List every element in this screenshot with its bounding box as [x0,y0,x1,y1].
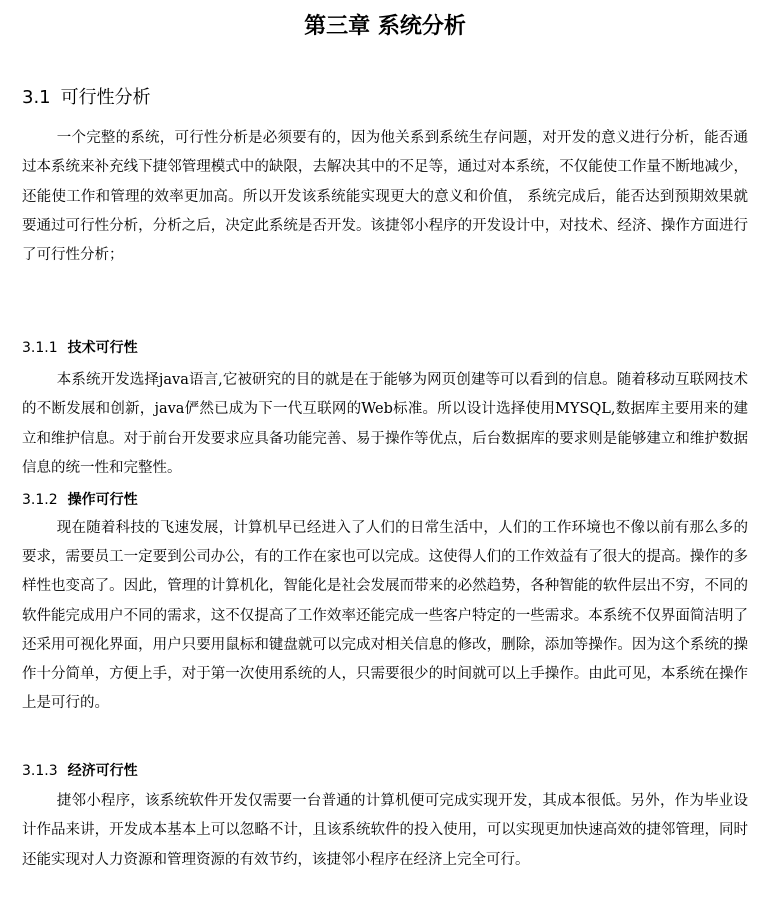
paragraph-technical-feasibility: 本系统开发选择java语言,它被研究的目的就是在于能够为网页创建等可以看到的信息。随着移动互联网技术的不断发展和创新，java俨然已成为下一代互联网的Web标准。所以设计选择使用MYSQL,数据库主要用来的建立和维护信息。对于前台开发要求应具备功能完善、易于操作等优点，后台数据库的要求则是能够建立和维护数据信息的统一性和完整性。 [22,372,748,476]
subsection-number: 3.1.2 [22,492,58,508]
chapter-title: 第三章 系统分析 [304,14,466,39]
section-number: 3.1 [22,87,51,108]
paragraph-economic-feasibility: 捷邻小程序，该系统软件开发仅需要一台普通的计算机便可完成实现开发，其成本很低。另外，作为毕业设计作品来讲，开发成本基本上可以忽略不计，且该系统软件的投入使用，可以实现更加快速高效的捷邻管理，同时还能实现对人力资源和管理资源的有效节约，该捷邻小程序在经济上完全可行。 [22,793,748,868]
subsection-number: 3.1.1 [22,340,58,356]
subsection-title: 操作可行性 [67,492,138,508]
subsection-heading-3-1-3 [22,761,138,781]
paragraph-feasibility-intro: 一个完整的系统，可行性分析是必须要有的，因为他关系到系统生存问题，对开发的意义进行分析，能否通过本系统来补充线下捷邻管理模式中的缺限，去解决其中的不足等，通过对本系统，不仅能使工作量不断地减少，还能使工作和管理的效率更加高。所以开发该系统能实现更大的意义和价值， 系统完成后，能否达到预期效果就要通过可行性分析，分析之后，决定此系统是否开发。该捷邻小程序的开发设计中，对技术、经济、操作方面进行了可行性分析； [22,130,748,264]
subsection-title: 经济可行性 [67,763,138,779]
paragraph-operational-feasibility: 现在随着科技的飞速发展，计算机早已经进入了人们的日常生活中，人们的工作环境也不像以前有那么多的要求，需要员工一定要到公司办公，有的工作在家也可以完成。这使得人们的工作效益有了很大的提高。操作的多样性也变高了。因此，管理的计算机化，智能化是社会发展而带来的必然趋势，各种智能的软件层出不穷，不同的软件能完成用户不同的需求，这不仅提高了工作效率还能完成一些客户特定的一些需求。本系统不仅界面简洁明了还采用可视化界面，用户只要用鼠标和键盘就可以完成对相关信息的修改，删除，添加等操作。因为这个系统的操作十分简单，方便上手，对于第一次使用系统的人，只需要很少的时间就可以上手操作。由此可见，本系统在操作上是可行的。 [22,520,748,712]
subsection-heading-3-1-1 [22,338,138,358]
section-title: 可行性分析 [60,87,151,108]
subsection-number: 3.1.3 [22,763,58,779]
section-heading-3-1 [22,85,151,111]
subsection-heading-3-1-2 [22,490,138,510]
subsection-title: 技术可行性 [67,340,138,356]
